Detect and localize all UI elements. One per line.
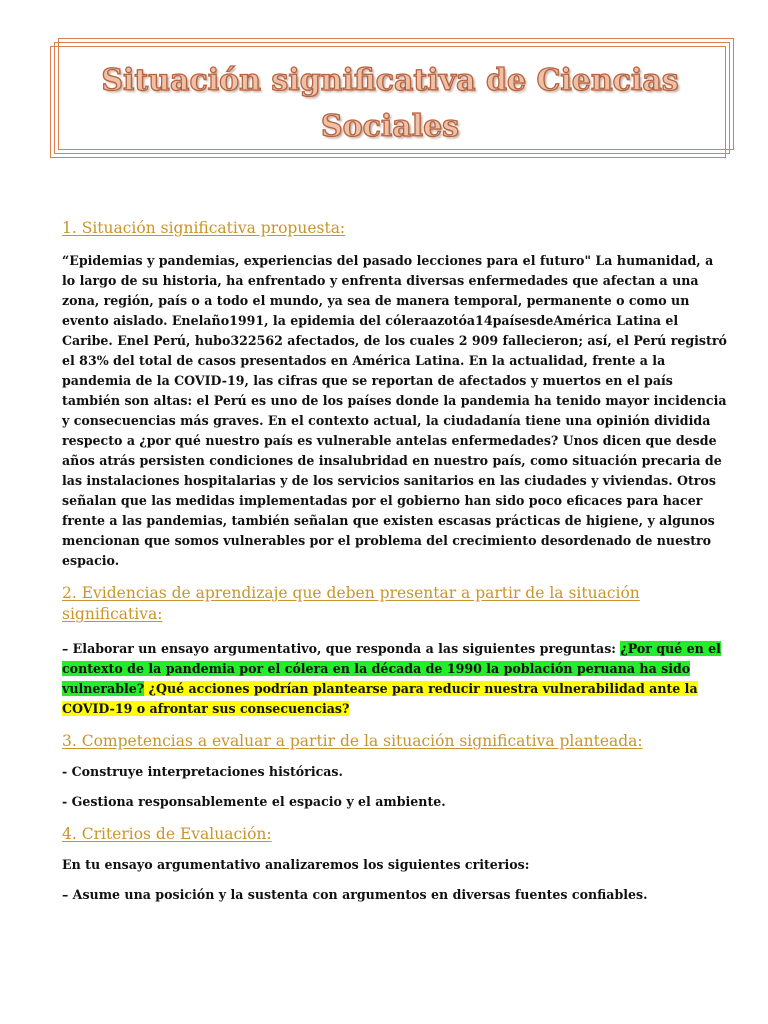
title-frame [50,38,736,162]
question-1-highlight: ¿Por qué en el contexto de la pandemia por el cólera en la década de 1990 la población peruana ha sido vulnerable? [62,641,721,696]
competency-item: - Construye interpretaciones históricas. [62,764,343,779]
section-2-body [62,639,728,719]
competency-item: - Gestiona responsablemente el espacio y el ambiente. [62,794,446,809]
document-title: Situación significativa de Ciencias Sociales [101,63,679,144]
question-2-highlight: ¿Qué acciones podrían plantearse para reducir nuestra vulnerabilidad ante la COVID-19 o afrontar sus consecuencias? [62,681,698,716]
criteria-intro: En tu ensayo argumentativo analizaremos los siguientes criterios: [62,857,530,872]
criteria-item: – Asume una posición y la sustenta con argumentos en diversas fuentes confiables. [62,887,648,902]
section-4-heading: 4. Criterios de Evaluación: [62,825,272,843]
section-1-body: “Epidemias y pandemias, experiencias del pasado lecciones para el futuro" La humanidad, a lo largo de su historia, ha enfrentado y enfrenta diversas enfermedades que afectan a una zona, región, país o a todo el mundo, ya sea de manera temporal, permanente o como un evento aislado. Enelaño1991, la epidemia del cóleraazotóa14paísesdeAmérica Latina el Caribe. Enel Perú, hubo322562 afectados, de los cuales 2 909 fallecieron; así, el Perú registró el 83% del total de casos presentados en América Latina. En la actualidad, frente a la pandemia de la COVID-19, las cifras que se reportan de afectados y muertos en el país también son altas: el Perú es uno de los países donde la pandemia ha tenido mayor incidencia y consecuencias más graves. En el contexto actual, la ciudadanía tiene una opinión dividida respecto a ¿por qué nuestro país es vulnerable antelas enfermedades? Unos dicen que desde años atrás persisten condiciones de insalubridad en nuestro país, como situación precaria de las instalaciones hospitalarias y de los servicios sanitarios en las ciudades y viviendas. Otros señalan que las medidas implementadas por el gobierno han sido poco eficaces para hacer frente a las pandemias, también señalan que existen escasas prácticas de higiene, y algunos mencionan que somos vulnerables por el problema del crecimiento desordenado de nuestro espacio. [62,253,727,568]
section-2-prefix: – Elaborar un ensayo argumentativo, que responda a las siguientes preguntas: [62,641,621,656]
section-1-heading: 1. Situación significativa propuesta: [62,219,346,237]
section-2-heading: 2. Evidencias de aprendizaje que deben presentar a partir de la situación significativa: [62,584,640,623]
section-3-heading: 3. Competencias a evaluar a partir de la situación significativa planteada: [62,732,643,750]
document-body [62,218,728,905]
